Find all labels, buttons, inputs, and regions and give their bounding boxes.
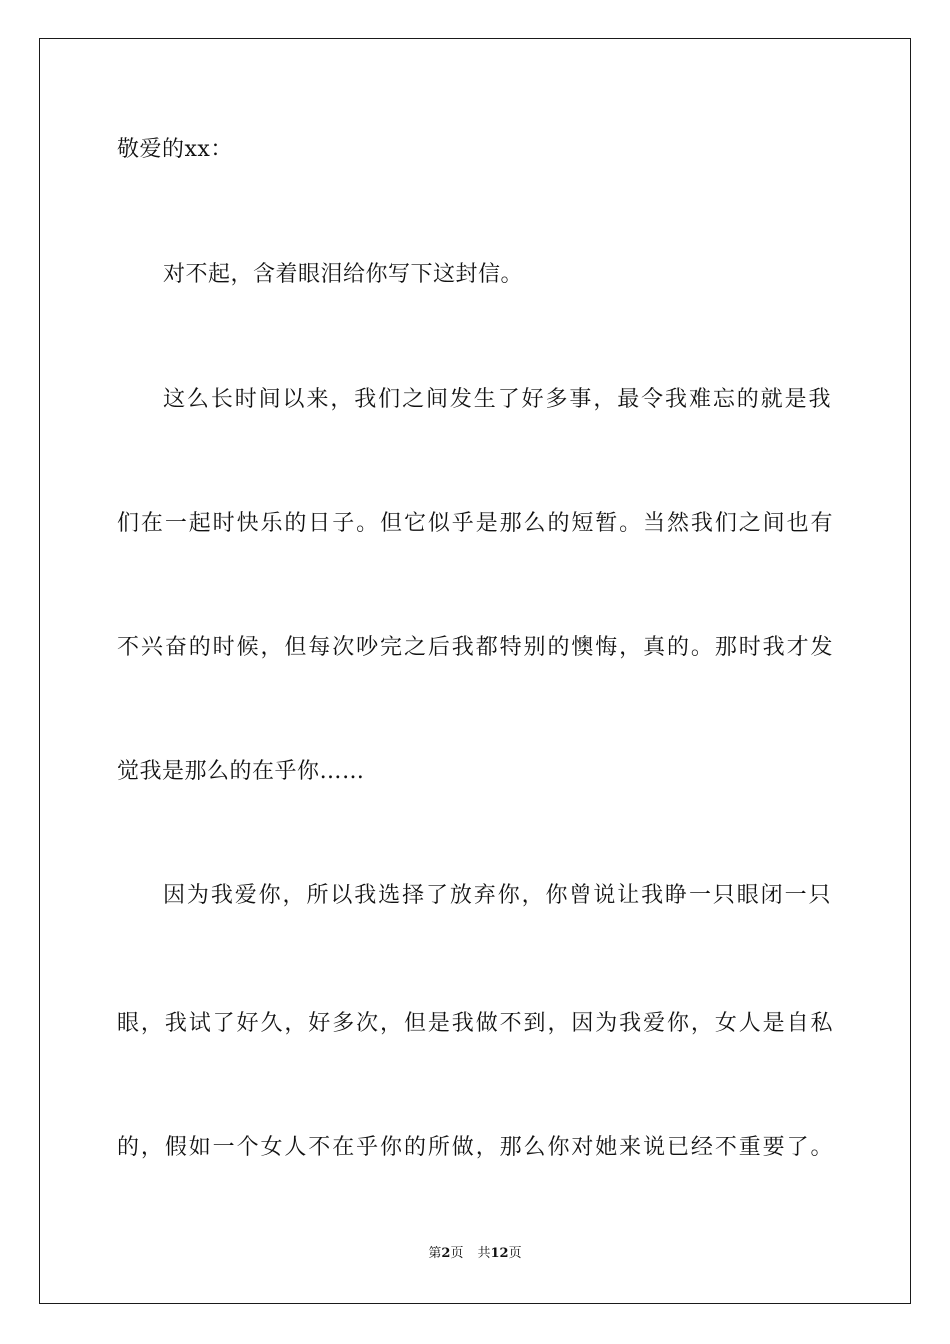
paragraph-2-line-2: 们在一起时快乐的日子。但它似乎是那么的短暂。当然我们之间也有 [117,511,833,536]
page-suffix: 页 [450,1246,464,1261]
page-prefix: 第 [428,1246,442,1261]
paragraph-2-line-3: 不兴奋的时候，但每次吵完之后我都特别的懊悔，真的。那时我才发 [117,635,833,660]
salutation: 敬爱的xx： [117,137,233,162]
paragraph-1-line-1: 对不起，含着眼泪给你写下这封信。 [163,262,524,287]
page-total: 12 [490,1246,509,1261]
paragraph-2-line-1: 这么长时间以来，我们之间发生了好多事，最令我难忘的就是我 [163,387,831,412]
page-frame [39,38,911,1304]
paragraph-3-line-3: 的，假如一个女人不在乎你的所做，那么你对她来说已经不重要了。 [117,1135,833,1160]
page-footer [0,1245,950,1263]
paragraph-2-line-4: 觉我是那么的在乎你…… [117,759,365,784]
paragraph-3-line-2: 眼，我试了好久，好多次，但是我做不到，因为我爱你，女人是自私 [117,1011,833,1036]
total-suffix: 页 [508,1246,522,1261]
page-current: 2 [441,1246,451,1261]
paragraph-3-line-1: 因为我爱你，所以我选择了放弃你，你曾说让我睁一只眼闭一只 [163,883,831,908]
total-prefix: 共 [477,1246,491,1261]
